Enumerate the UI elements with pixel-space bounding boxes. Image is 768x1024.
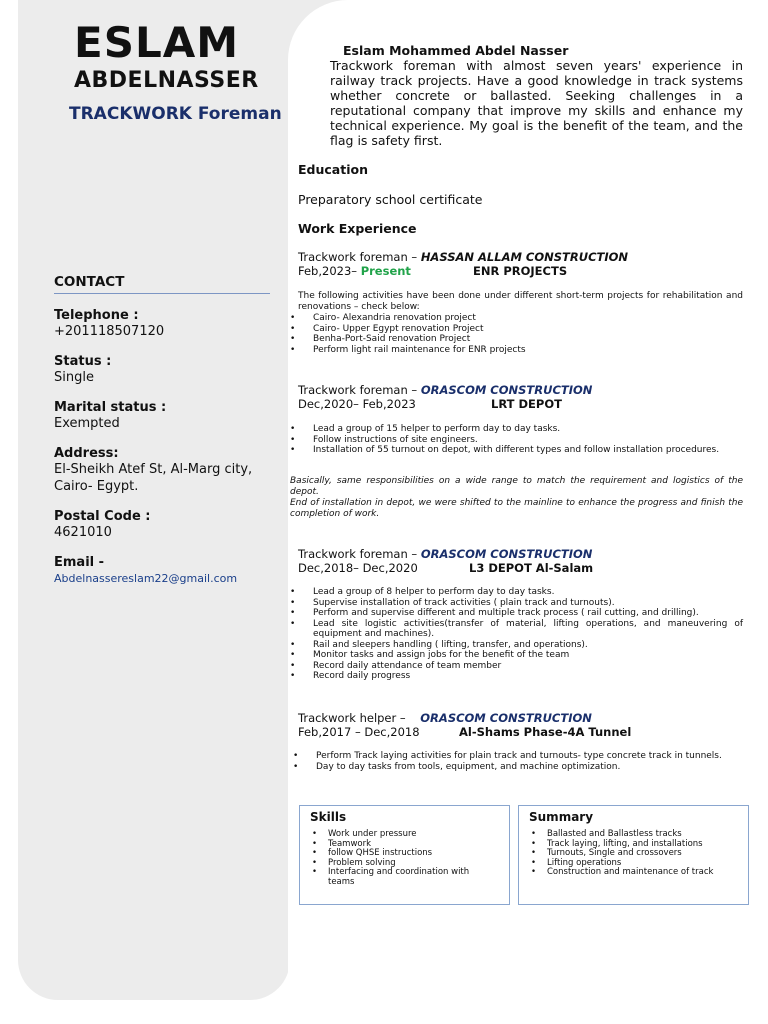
list-item: • Rail and sleepers handling ( lifting, transfer, and operations).: [288, 640, 743, 651]
summary-list: [519, 830, 737, 878]
job-3-project: L3 DEPOT Al-Salam: [469, 561, 594, 575]
job-4-project: Al-Shams Phase-4A Tunnel: [459, 725, 632, 739]
job-2-note-1: Basically, same responsibilities on a wide range to match the requirement and logistics of the depot.: [290, 476, 743, 497]
email-label: Email -: [54, 555, 105, 570]
marital-value: Exempted: [54, 416, 120, 431]
status-label: Status :: [54, 354, 112, 369]
email-link[interactable]: Abdelnassereslam22@gmail.com: [54, 572, 238, 585]
list-item: • Lead site logistic activities(transfer of material, lifting operations, and maneuvering of equipment and machines).: [288, 619, 743, 640]
job-2-role: Trackwork foreman –: [298, 383, 421, 397]
status-item: [54, 354, 270, 386]
list-item: • Turnouts, Single and crossovers: [527, 849, 737, 859]
list-item: • Teamwork: [308, 840, 488, 850]
summary-box: [518, 805, 749, 905]
job-3-task-list: [288, 587, 743, 682]
work-experience-heading: Work Experience: [298, 221, 417, 236]
job-1-dates: [298, 264, 411, 278]
job-4-dates: Feb,2017 – Dec,2018: [298, 725, 420, 739]
job-3-dates: Dec,2018– Dec,2020: [298, 561, 418, 575]
job-1-date-end: Present: [360, 264, 411, 278]
list-item: • Lead a group of 8 helper to perform day to day tasks.: [288, 587, 743, 598]
list-item: • Benha-Port-Said renovation Project: [288, 334, 743, 345]
job-1-role: Trackwork foreman –: [298, 250, 421, 264]
list-item: • Problem solving: [308, 859, 488, 869]
list-item: • Cairo- Alexandria renovation project: [288, 313, 743, 324]
contact-section: [54, 274, 270, 585]
address-label: Address:: [54, 446, 119, 461]
list-item: • Lead a group of 15 helper to perform day to day tasks.: [288, 424, 743, 435]
skills-heading: Skills: [310, 810, 347, 824]
job-2-title: [298, 383, 592, 397]
job-3-title: [298, 547, 592, 561]
list-item: • Perform and supervise different and multiple track process ( rail cutting, and drilling).: [288, 608, 743, 619]
skills-box: [299, 805, 510, 905]
telephone-label: Telephone :: [54, 308, 139, 323]
job-1-title: [298, 250, 628, 264]
address-line1: El-Sheikh Atef St, Al-Marg city,: [54, 462, 253, 477]
job-1-intro: The following activities have been done under different short-term projects for rehabilitation and renovations – check below:: [298, 291, 743, 312]
marital-item: [54, 400, 270, 432]
list-item: • Ballasted and Ballastless tracks: [527, 830, 737, 840]
postal-label: Postal Code :: [54, 509, 151, 524]
job-2-dates: Dec,2020– Feb,2023: [298, 397, 416, 411]
list-item: • Monitor tasks and assign jobs for the benefit of the team: [288, 650, 743, 661]
list-item: • Lifting operations: [527, 859, 737, 869]
list-item: • Perform Track laying activities for plain track and turnouts- type concrete track in tunnels.: [291, 751, 743, 762]
list-item: • Perform light rail maintenance for ENR projects: [288, 345, 743, 356]
job-2-company: ORASCOM CONSTRUCTION: [420, 383, 593, 397]
job-1-date-start: Feb,2023–: [298, 264, 361, 278]
education-heading: Education: [298, 162, 368, 177]
list-item: • Construction and maintenance of track: [527, 868, 737, 878]
job-2-project: LRT DEPOT: [491, 397, 562, 411]
job-4-title: [298, 711, 592, 725]
job-2-task-list: [288, 424, 743, 456]
list-item: • Day to day tasks from tools, equipment, and machine optimization.: [291, 762, 743, 773]
full-name: Eslam Mohammed Abdel Nasser: [343, 43, 569, 58]
list-item: • Track laying, lifting, and installations: [527, 840, 737, 850]
objective-text: Trackwork foreman with almost seven years' experience in railway track projects. Have a good knowledge in track systems whether concrete or ballasted. Seeking challenges in a reputational company that improve my skills and enhance my technical experience. My goal is the benefit of the team, and the flag is safety first.: [330, 58, 743, 148]
last-name: ABDELNASSER: [74, 68, 259, 93]
first-name: ESLAM: [74, 18, 240, 67]
list-item: • Supervise installation of track activities ( plain track and turnouts).: [288, 598, 743, 609]
list-item: • Installation of 55 turnout on depot, with different types and follow installation procedures.: [288, 445, 743, 456]
list-item: • Work under pressure: [308, 830, 488, 840]
postal-value: 4621010: [54, 525, 112, 540]
marital-label: Marital status :: [54, 400, 167, 415]
email-item: [54, 555, 270, 585]
postal-item: [54, 509, 270, 541]
list-item: • follow QHSE instructions: [308, 849, 488, 859]
contact-heading: CONTACT: [54, 274, 270, 294]
job-4-role: Trackwork helper –: [298, 711, 410, 725]
summary-heading: Summary: [529, 810, 594, 824]
list-item: • Interfacing and coordination with teams: [308, 868, 488, 887]
list-item: • Cairo- Upper Egypt renovation Project: [288, 324, 743, 335]
address-line2: Cairo- Egypt.: [54, 479, 139, 494]
job-1-project: ENR PROJECTS: [473, 264, 568, 278]
education-value: Preparatory school certificate: [298, 192, 483, 207]
skills-list: [300, 830, 488, 887]
telephone-item: [54, 308, 270, 340]
job-4-company: ORASCOM CONSTRUCTION: [420, 711, 592, 725]
status-value: Single: [54, 370, 94, 385]
job-1-company: HASSAN ALLAM CONSTRUCTION: [420, 250, 629, 264]
job-title: TRACKWORK Foreman: [69, 104, 282, 124]
job-3-company: ORASCOM CONSTRUCTION: [420, 547, 593, 561]
list-item: • Record daily attendance of team member: [288, 661, 743, 672]
telephone-value: +201118507120: [54, 324, 165, 339]
address-item: [54, 446, 270, 495]
job-4-task-list: [291, 751, 743, 772]
list-item: • Record daily progress: [288, 671, 743, 682]
job-3-role: Trackwork foreman –: [298, 547, 421, 561]
list-item: • Follow instructions of site engineers.: [288, 435, 743, 446]
job-1-task-list: [288, 313, 743, 355]
job-2-note-2: End of installation in depot, we were shifted to the mainline to enhance the progress and finish the completion of work.: [290, 498, 743, 519]
